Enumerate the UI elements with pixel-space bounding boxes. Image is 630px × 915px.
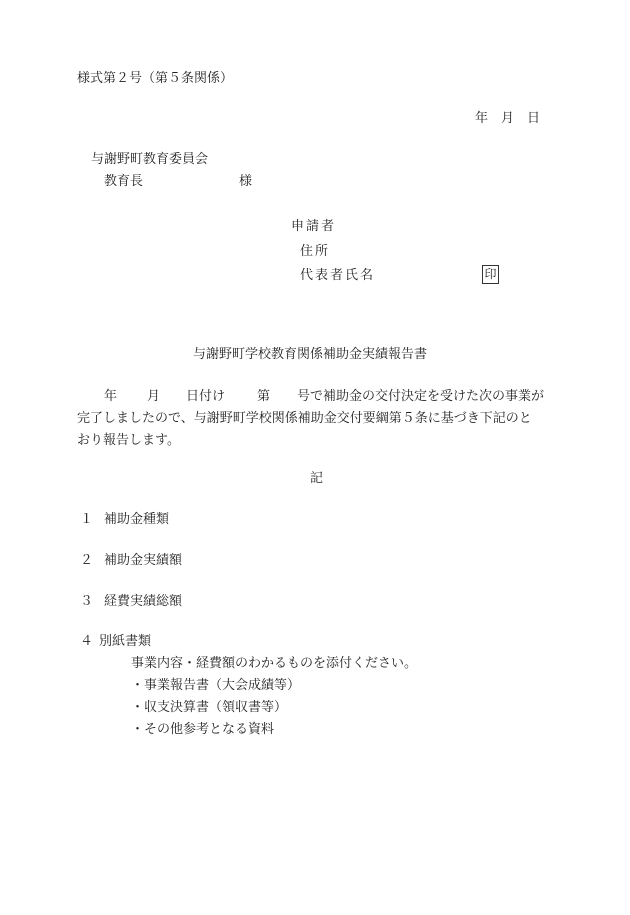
item-label: 補助金種類 xyxy=(104,512,170,527)
item-number: ２ xyxy=(80,553,94,568)
item-number: ３ xyxy=(80,594,94,609)
form-number: 様式第２号（第５条関係） xyxy=(77,71,234,86)
attachment-item: ・収支決算書（領収書等） xyxy=(131,700,288,715)
applicant-heading: 申請者 xyxy=(291,219,337,234)
seal-mark: 印 xyxy=(482,265,499,284)
addressee-honorific: 様 xyxy=(239,174,253,189)
addressee-org: 与謝野町教育委員会 xyxy=(91,152,209,167)
ki-heading: 記 xyxy=(310,471,324,486)
addressee-title: 教育長 xyxy=(104,174,144,189)
item-label: 経費実績総額 xyxy=(104,594,183,609)
attachments-intro: 事業内容・経費額のわかるものを添付ください。 xyxy=(131,656,418,671)
item-number: ４ xyxy=(80,634,94,649)
item-number: １ xyxy=(80,512,94,527)
item-label: 別紙書類 xyxy=(99,634,152,649)
body-line1-rest: 号で補助金の交付決定を受けた次の事業が xyxy=(297,389,545,404)
body-year: 年 xyxy=(104,389,118,404)
applicant-representative-label: 代表者氏名 xyxy=(300,268,376,283)
document-title: 与謝野町学校教育関係補助金実績報告書 xyxy=(193,347,428,362)
body-month: 月 xyxy=(147,389,161,404)
attachment-item: ・事業報告書（大会成績等） xyxy=(131,678,301,693)
date-line: 年 月 日 xyxy=(475,111,541,126)
body-dai: 第 xyxy=(257,389,271,404)
body-line2: 完了しましたので、与謝野町学校関係補助金交付要綱第５条に基づき下記のと xyxy=(77,411,532,426)
body-day-dated: 日付け xyxy=(186,389,226,404)
item-label: 補助金実績額 xyxy=(104,553,183,568)
body-line3: おり報告します。 xyxy=(77,433,180,448)
applicant-address-label: 住所 xyxy=(300,244,331,259)
attachment-item: ・その他参考となる資料 xyxy=(131,722,275,737)
